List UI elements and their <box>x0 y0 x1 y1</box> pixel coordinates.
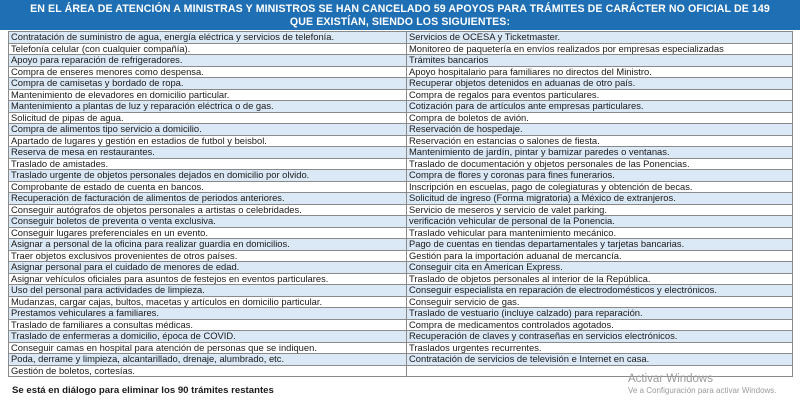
table-cell-left: Apartado de lugares y gestión en estadios de futbol y beisbol. <box>9 135 407 147</box>
table-row <box>9 308 793 320</box>
table-cell-left: Compra de camisetas y bordado de ropa. <box>9 78 407 90</box>
table-cell-right: Conseguir especialista en reparación de electrodomésticos y electrónicos. <box>407 285 793 297</box>
table-row <box>9 227 793 239</box>
table-row <box>9 66 793 78</box>
table-row <box>9 239 793 251</box>
procedures-table-body <box>9 32 793 377</box>
table-cell-left: Uso del personal para actividades de limpieza. <box>9 285 407 297</box>
table-cell-left: Asignar personal para el cuidado de menores de edad. <box>9 262 407 274</box>
table-cell-right: Trámites bancarios <box>407 55 793 67</box>
table-row <box>9 158 793 170</box>
table-row <box>9 273 793 285</box>
table-row <box>9 250 793 262</box>
table-row <box>9 112 793 124</box>
table-row <box>9 331 793 343</box>
table-cell-left: Conseguir lugares preferenciales en un evento. <box>9 227 407 239</box>
table-row <box>9 89 793 101</box>
table-cell-right: Solicitud de ingreso (Forma migratoria) a México de extranjeros. <box>407 193 793 205</box>
table-row <box>9 43 793 55</box>
table-row <box>9 55 793 67</box>
table-cell-left: Traer objetos exclusivos provenientes de otros países. <box>9 250 407 262</box>
table-row <box>9 124 793 136</box>
table-cell-left: Apoyo para reparación de refrigeradores. <box>9 55 407 67</box>
table-cell-right: Conseguir cita en American Express. <box>407 262 793 274</box>
table-cell-right: Compra de flores y coronas para fines funerarios. <box>407 170 793 182</box>
watermark-title: Activar Windows <box>628 373 713 385</box>
table-cell-right: Traslado vehicular para mantenimiento mecánico. <box>407 227 793 239</box>
table-cell-right: Compra de regalos para eventos particulares. <box>407 89 793 101</box>
table-row <box>9 296 793 308</box>
table-cell-left: Comprobante de estado de cuenta en bancos. <box>9 181 407 193</box>
table-row <box>9 101 793 113</box>
table-cell-right: Mantenimiento de jardín, pintar y barnizar paredes o ventanas. <box>407 147 793 159</box>
table-cell-left: Traslado de familiares a consultas médicas. <box>9 319 407 331</box>
table-cell-right: Traslado de documentación y objetos personales de las Ponencias. <box>407 158 793 170</box>
table-cell-left: Conseguir camas en hospital para atención de personas que se indiquen. <box>9 342 407 354</box>
table-cell-right: Inscripción en escuelas, pago de colegiaturas y obtención de becas. <box>407 181 793 193</box>
table-cell-right: Compra de medicamentos controlados agotados. <box>407 319 793 331</box>
table-cell-left: Reserva de mesa en restaurantes. <box>9 147 407 159</box>
table-cell-left: Asignar vehículos oficiales para asuntos de festejos en eventos particulares. <box>9 273 407 285</box>
table-cell-left: Poda, derrame y limpieza, alcantarillado, drenaje, alumbrado, etc. <box>9 354 407 366</box>
table-cell-right: Traslados urgentes recurrentes. <box>407 342 793 354</box>
table-cell-left: Compra de enseres menores como despensa. <box>9 66 407 78</box>
table-cell-right: Recuperar objetos detenidos en aduanas de otro país. <box>407 78 793 90</box>
table-cell-left: Contratación de suministro de agua, energía eléctrica y servicios de telefonía. <box>9 32 407 44</box>
table-cell-left: Traslado de enfermeras a domicilio, época de COVID. <box>9 331 407 343</box>
table-cell-right: Servicios de OCESA y Ticketmaster. <box>407 32 793 44</box>
table-row <box>9 193 793 205</box>
table-row <box>9 262 793 274</box>
table-row <box>9 135 793 147</box>
procedures-table <box>8 31 793 377</box>
table-cell-left: Compra de alimentos tipo servicio a domicilio. <box>9 124 407 136</box>
table-row <box>9 285 793 297</box>
table-cell-left: Mudanzas, cargar cajas, bultos, macetas y artículos en domicilio particular. <box>9 296 407 308</box>
table-row <box>9 78 793 90</box>
table-cell-left: Traslado urgente de objetos personales dejados en domicilio por olvido. <box>9 170 407 182</box>
header-line-1: EN EL ÁREA DE ATENCIÓN A MINISTRAS Y MINISTROS SE HAN CANCELADO 59 APOYOS PARA TRÁMITES DE CARÁCTER NO OFICIAL DE 149 <box>30 3 770 15</box>
table-cell-right: Cotización para de artículos ante empresas particulares. <box>407 101 793 113</box>
table-cell-right: Monitoreo de paquetería en envíos realizados por empresas especializadas <box>407 43 793 55</box>
table-cell-right: Reservación de hospedaje. <box>407 124 793 136</box>
table-cell-left: Prestamos vehiculares a familiares. <box>9 308 407 320</box>
table-cell-right: Reservación en estancias o salones de fiesta. <box>407 135 793 147</box>
table-cell-right: Conseguir servicio de gas. <box>407 296 793 308</box>
footer-note: Se está en diálogo para eliminar los 90 trámites restantes <box>12 385 274 396</box>
table-row <box>9 147 793 159</box>
table-cell-right: Traslado de vestuario (incluye calzado) para reparación. <box>407 308 793 320</box>
table-cell-right: Servicio de meseros y servicio de valet parking. <box>407 204 793 216</box>
table-row <box>9 319 793 331</box>
table-cell-left: Mantenimiento de elevadores en domicilio particular. <box>9 89 407 101</box>
table-cell-right: Pago de cuentas en tiendas departamentales y tarjetas bancarias. <box>407 239 793 251</box>
table-cell-left: Traslado de amistades. <box>9 158 407 170</box>
table-row <box>9 342 793 354</box>
table-cell-left: Asignar a personal de la oficina para realizar guardia en domicilios. <box>9 239 407 251</box>
table-row <box>9 216 793 228</box>
table-cell-right: verificación vehicular de personal de la Ponencia. <box>407 216 793 228</box>
document-header <box>0 0 800 30</box>
watermark-subtitle: Ve a Configuración para activar Windows. <box>628 386 777 395</box>
table-cell-left: Conseguir autógrafos de objetos personales a artistas o celebridades. <box>9 204 407 216</box>
table-cell-left: Gestión de boletos, cortesías. <box>9 365 407 377</box>
table-cell-right: Gestión para la importación aduanal de mercancía. <box>407 250 793 262</box>
table-row <box>9 204 793 216</box>
table-cell-left: Telefonía celular (con cualquier compañía). <box>9 43 407 55</box>
table-cell-right: Compra de boletos de avión. <box>407 112 793 124</box>
table-row <box>9 170 793 182</box>
header-line-2: QUE EXISTÍAN, SIENDO LOS SIGUIENTES: <box>289 16 511 28</box>
table-cell-right: Apoyo hospitalario para familiares no directos del Ministro. <box>407 66 793 78</box>
table-cell-right: Recuperación de claves y contraseñas en servicios electrónicos. <box>407 331 793 343</box>
table-row <box>9 32 793 44</box>
activation-watermark <box>628 374 777 396</box>
table-cell-left: Conseguir boletos de preventa o venta exclusiva. <box>9 216 407 228</box>
table-row <box>9 354 793 366</box>
table-cell-right: Traslado de objetos personales al interior de la República. <box>407 273 793 285</box>
table-cell-left: Recuperación de facturación de alimentos de periodos anteriores. <box>9 193 407 205</box>
table-row <box>9 181 793 193</box>
table-cell-left: Mantenimiento a plantas de luz y reparación eléctrica o de gas. <box>9 101 407 113</box>
table-cell-left: Solicitud de pipas de agua. <box>9 112 407 124</box>
table-cell-right: Contratación de servicios de televisión e Internet en casa. <box>407 354 793 366</box>
